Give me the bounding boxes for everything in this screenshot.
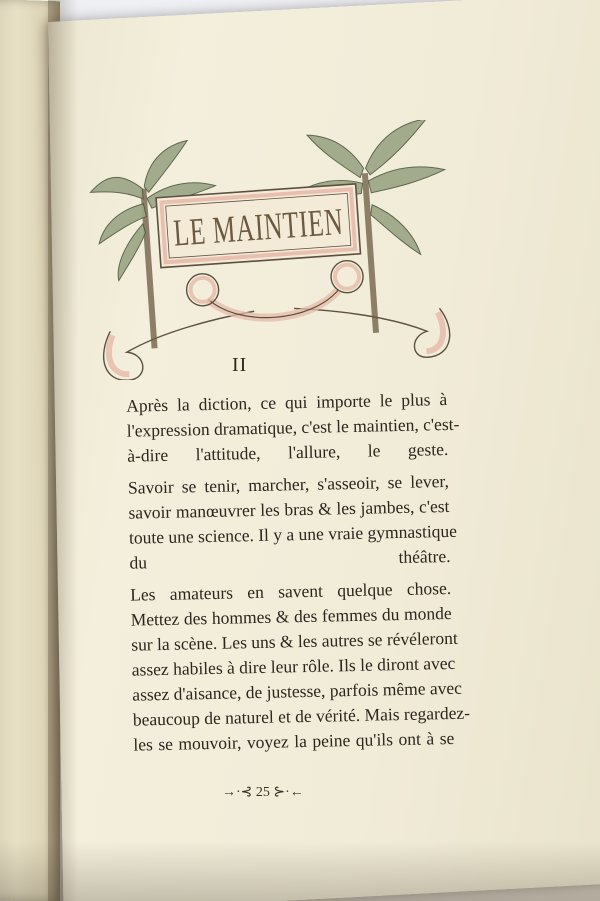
text-line: les se mouvoir, voyez la peine qu'ils ont à se (133, 727, 455, 755)
text-line: l'expression dramatique, c'est le maintien, c'est- (126, 413, 460, 441)
text-line: Les amateurs en savent quelque chose. (129, 577, 452, 605)
text-line: toute une science. Il y a une vraie gymnastique (128, 520, 458, 548)
left-page-text-fragments (0, 0, 40, 901)
text-line: assez habiles à dire leur rôle. Ils le diront avec (131, 652, 456, 680)
text-line: Mettez des hommes & des femmes du monde (130, 602, 452, 630)
paragraph-2 (114, 469, 458, 576)
page-number (222, 784, 304, 801)
chapter-header-ornament (85, 120, 455, 380)
text-line: sur la scène. Les uns & les autres se révéleront (131, 627, 458, 655)
text-line: beaucoup de naturel et de vérité. Mais regardez- (132, 702, 471, 730)
text-line: savoir manœuvrer les bras & les jambes, c'est (128, 495, 450, 523)
chapter-number: II (232, 354, 248, 376)
page-number-ornament-left: →·⊰ (222, 785, 253, 800)
body-text (112, 387, 471, 765)
page-number-ornament-right: ⊱·← (273, 785, 304, 800)
page-number-value: 25 (255, 785, 270, 800)
chapter-title: LE MAINTIEN (172, 194, 430, 255)
paragraph-3 (116, 576, 471, 758)
paragraph-1 (112, 387, 460, 469)
text-line: du théâtre. (129, 545, 451, 573)
text-line: à-dire l'attitude, l'allure, le geste. (127, 438, 449, 466)
text-line: Savoir se tenir, marcher, s'asseoir, se lever, (127, 470, 450, 498)
text-line: Après la diction, ce qui importe le plus à (126, 388, 448, 416)
text-line: assez d'aisance, de justesse, parfois même avec (132, 677, 463, 705)
